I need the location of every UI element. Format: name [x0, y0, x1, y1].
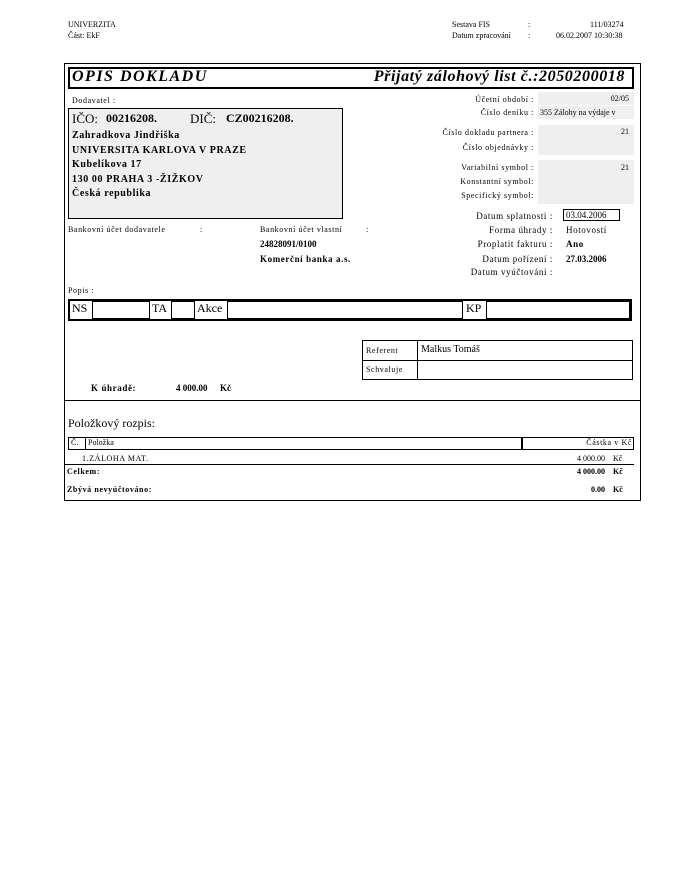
journal-value: 355 Zálohy na výdaje v	[540, 108, 616, 117]
total-amount: 4 000.00	[577, 467, 605, 476]
acquired-date-value: 27.03.2006	[566, 254, 607, 264]
referent-value: Malkus Tomáš	[421, 344, 480, 355]
items-col-amount: Částka v Kč	[586, 438, 632, 447]
item-row-amount: 4 000.00	[577, 454, 605, 463]
items-col-item: Položka	[88, 438, 114, 447]
pay-invoice-value: Ano	[566, 239, 584, 249]
ta-label: TA	[152, 301, 168, 315]
supplier-bank-label: Bankovní účet dodavatele	[68, 225, 166, 234]
own-bank-colon: :	[366, 225, 369, 234]
report-colon: :	[528, 20, 531, 29]
approval-column-divider	[417, 340, 418, 380]
supplier-street: Kubelíkova 17	[72, 159, 142, 170]
items-header-divider-1	[85, 437, 86, 450]
report-label: Sestava FIS	[452, 20, 490, 29]
payment-form-value: Hotovostí	[566, 225, 607, 235]
remaining-amount: 0.00	[591, 485, 605, 494]
akce-label: Akce	[197, 301, 223, 315]
journal-field	[538, 106, 634, 119]
supplier-city: 130 00 PRAHA 3 -ŽIŽKOV	[72, 174, 204, 185]
accounting-period-value: 02/05	[610, 94, 629, 103]
items-col-no: Č.	[71, 438, 79, 447]
processing-date-colon: :	[528, 31, 531, 40]
ns-field	[92, 301, 150, 319]
constant-symbol-label: Konstantní symbol:	[460, 177, 534, 186]
ico-label: IČO:	[72, 111, 98, 126]
acquired-date-label: Datum pořízení :	[482, 254, 553, 264]
total-label: Celkem:	[67, 467, 101, 476]
pay-invoice-label: Proplatit fakturu :	[477, 239, 553, 249]
processing-date-value: 06.02.2007 10:30:38	[556, 31, 623, 40]
total-currency: Kč	[613, 467, 623, 476]
items-title: Položkový rozpis:	[68, 416, 155, 430]
billing-date-label: Datum vyúčtování :	[470, 267, 553, 277]
partner-doc-label: Číslo dokladu partnera :	[442, 128, 534, 137]
document-title: OPIS DOKLADU	[72, 68, 208, 85]
due-date-value: 03.04.2006	[566, 210, 607, 220]
remaining-currency: Kč	[613, 485, 623, 494]
supplier-bank-colon: :	[200, 225, 203, 234]
items-header-divider-2	[521, 437, 523, 450]
dic-label: DIČ:	[190, 111, 216, 126]
processing-date-label: Datum zpracování	[452, 31, 511, 40]
own-bank-label: Bankovní účet vlastní	[260, 225, 343, 234]
referent-label: Referent	[366, 346, 399, 355]
own-bank-name: Komerční banka a.s.	[260, 254, 351, 264]
ico-value: 00216208.	[106, 111, 157, 125]
to-pay-label: K úhradě:	[91, 383, 137, 393]
own-bank-account: 24828091/0100	[260, 239, 317, 249]
kp-label: KP	[466, 301, 482, 315]
section-divider	[64, 400, 641, 401]
variable-symbol-value: 21	[621, 163, 629, 172]
symbols-field	[538, 160, 634, 204]
accounting-period-label: Účetní období :	[475, 95, 534, 104]
approval-divider	[362, 360, 633, 361]
org-part: Část: EkF	[68, 31, 100, 40]
partner-doc-field	[538, 125, 634, 155]
due-date-label: Datum splatnosti :	[476, 211, 553, 221]
ta-field	[171, 301, 195, 319]
supplier-label: Dodavatel :	[72, 96, 116, 105]
order-number-label: Číslo objednávky :	[462, 143, 534, 152]
supplier-org: UNIVERSITA KARLOVA V PRAZE	[72, 145, 247, 156]
description-label: Popis :	[68, 286, 95, 295]
remaining-label: Zbývá nevyúčtováno:	[67, 485, 152, 494]
to-pay-value: 4 000.00	[176, 383, 208, 393]
approve-label: Schvaluje	[366, 365, 403, 374]
akce-field	[227, 301, 463, 319]
supplier-country: Česká republika	[72, 188, 152, 199]
item-row-text: 1.ZÁLOHA MAT.	[82, 454, 149, 463]
journal-label: Číslo deníku :	[480, 108, 534, 117]
org-name: UNIVERZITA	[68, 20, 116, 29]
dic-value: CZ00216208.	[226, 111, 294, 125]
ns-label: NS	[72, 301, 88, 315]
to-pay-currency: Kč	[220, 383, 231, 393]
document-number: Přijatý zálohový list č.:2050200018	[373, 68, 625, 85]
items-header	[68, 437, 634, 450]
total-divider	[64, 464, 634, 465]
partner-doc-value: 21	[621, 127, 629, 136]
report-value: 111/03274	[590, 20, 624, 29]
item-row-currency: Kč	[613, 454, 623, 463]
specific-symbol-label: Specifický symbol:	[461, 191, 534, 200]
payment-form-label: Forma úhrady :	[489, 225, 553, 235]
kp-field	[486, 301, 630, 319]
variable-symbol-label: Variabilní symbol :	[461, 163, 534, 172]
supplier-name: Zahradkova Jindřiška	[72, 130, 180, 141]
